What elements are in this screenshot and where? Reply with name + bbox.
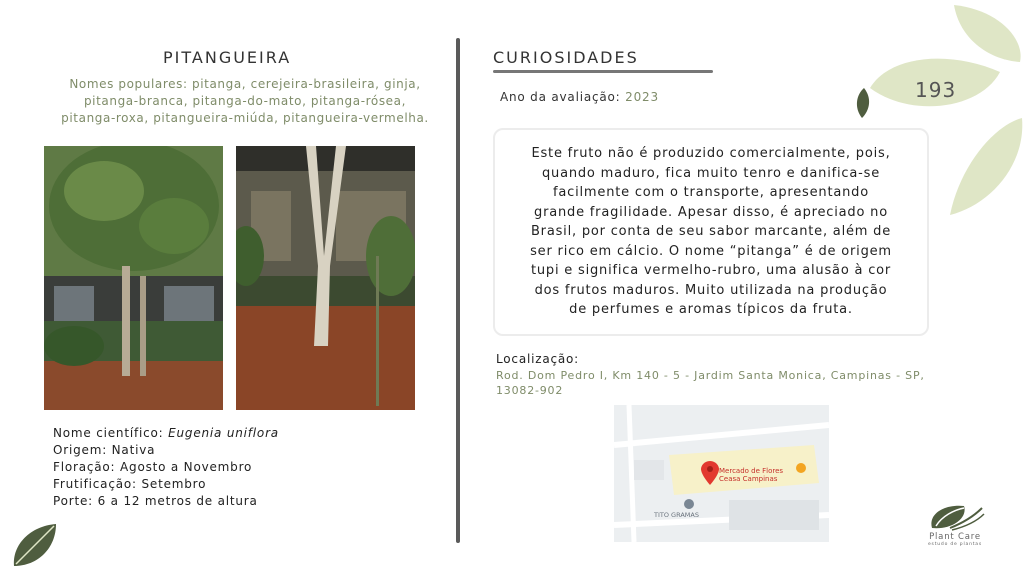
map-pin-label — [719, 467, 783, 483]
fruiting: Frutificação: Setembro — [53, 477, 207, 491]
map-poi-icon — [796, 463, 806, 473]
map-pin-label-line: Mercado de Flores — [719, 467, 784, 475]
location-map[interactable] — [614, 405, 829, 542]
address-line: Rod. Dom Pedro I, Km 140 - 5 - Jardim Santa Monica, Campinas - SP, — [496, 369, 925, 382]
description-box — [493, 128, 929, 336]
brand-tagline: estudo de plantas — [927, 542, 982, 547]
description-line: Este fruto não é produzido comercialmente, pois, — [531, 146, 891, 161]
origin: Origem: Nativa — [53, 443, 156, 457]
description-line: grande fragilidade. Apesar disso, é apreciado no — [534, 204, 888, 220]
description-line: facilmente com o transporte, apresentando — [553, 185, 869, 200]
scientific-name-label: Nome científico: — [53, 426, 169, 440]
location-address — [496, 368, 925, 398]
scientific-name-value: Eugenia uniflora — [168, 426, 279, 440]
popular-names — [40, 76, 450, 127]
description-line: tupi e significa vermelho-rubro, uma alusão à cor — [530, 263, 892, 278]
brand-logo — [920, 500, 990, 547]
plant-photo-1 — [44, 146, 223, 410]
plant-photo-2 — [236, 146, 415, 410]
decorative-leaf-bottom — [10, 520, 60, 570]
description-line: dos frutos maduros. Muito utilizada na produção — [534, 282, 888, 298]
evaluation-year-label: Ano da avaliação: — [500, 90, 626, 104]
plant-title: PITANGUEIRA — [163, 48, 292, 67]
popular-names-line: Nomes populares: pitanga, cerejeira-brasileira, ginja, — [69, 77, 421, 91]
column-divider — [456, 38, 460, 543]
description-line: Brasil, por conta de seu sabor marcante, além de — [530, 224, 892, 239]
popular-names-line: pitanga-roxa, pitangueira-miúda, pitangueira-vermelha. — [61, 111, 429, 125]
page-number: 193 — [915, 78, 957, 102]
size: Porte: 6 a 12 metros de altura — [53, 494, 258, 508]
scientific-name — [53, 425, 279, 442]
description-line: de perfumes e aromas típicos da fruta. — [569, 302, 853, 317]
title-underline — [493, 70, 713, 73]
map-secondary-label: TITO GRAMAS — [654, 511, 699, 519]
leaf-logo-icon — [920, 500, 990, 532]
evaluation-year — [500, 90, 659, 104]
evaluation-year-value: 2023 — [625, 90, 659, 104]
description-line: quando maduro, fica muito tenro e danifica-se — [541, 165, 880, 181]
map-pin-label-line: Ceasa Campinas — [719, 475, 778, 483]
description-text — [507, 144, 915, 320]
brand-name: Plant Care — [929, 532, 981, 542]
flowering: Floração: Agosto a Novembro — [53, 460, 253, 474]
curiosities-title: CURIOSIDADES — [493, 48, 639, 67]
description-line: ser rico em cálcio. O nome “pitanga” é de origem — [530, 243, 892, 259]
popular-names-line: pitanga-branca, pitanga-do-mato, pitanga-rósea, — [83, 94, 407, 108]
map-poi-secondary-icon — [684, 499, 694, 509]
plant-facts — [53, 425, 279, 510]
location-label: Localização: — [496, 352, 580, 366]
address-line: 13082-902 — [496, 384, 564, 397]
